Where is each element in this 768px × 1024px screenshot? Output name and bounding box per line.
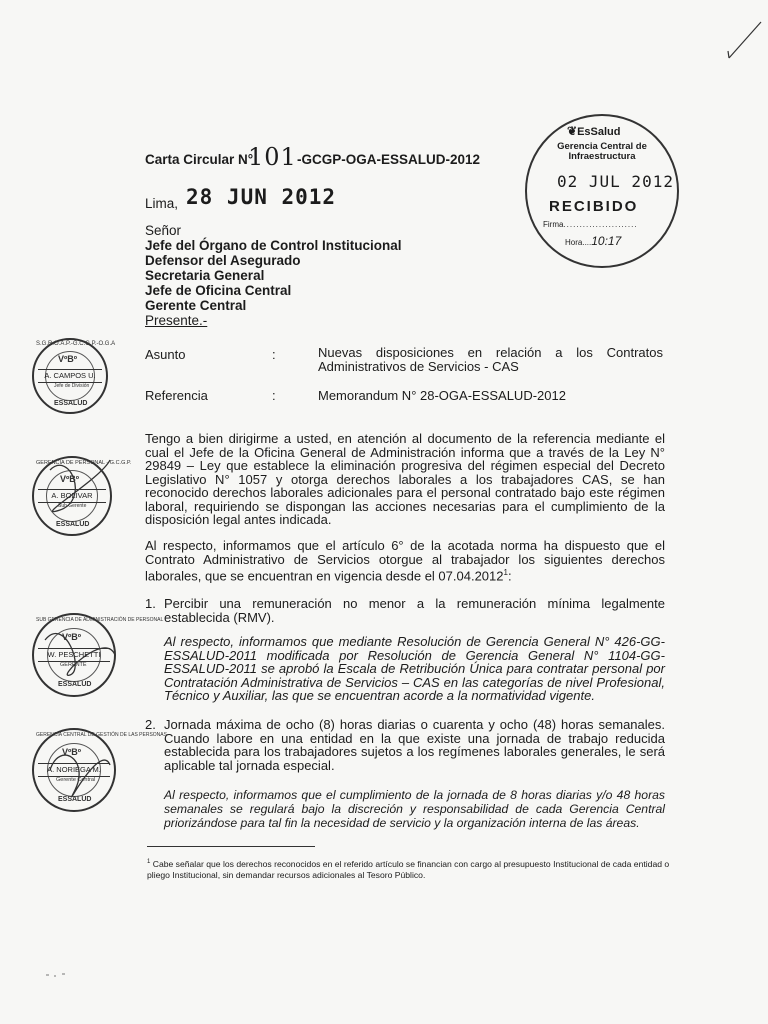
para2-end: :	[507, 568, 512, 584]
essalud-logo	[567, 124, 620, 138]
item-2-note: Al respecto, informamos que el cumplimiento de la jornada de 8 horas diarias y/o 48 horas semanales se regulará bajo la discreción y responsabilidad de cada Gerencia Central priorizándose para tal fin la necesidad de servicio y la organización interna de las áreas.	[164, 788, 665, 830]
referencia-value: Memorandum N° 28-OGA-ESSALUD-2012	[318, 388, 566, 403]
seal-4-ring: GERENCIA CENTRAL DE GESTIÓN DE LAS PERSONAS	[36, 732, 167, 738]
seal-4-vb: VºBº	[62, 747, 82, 757]
place-label: Lima,	[145, 196, 179, 211]
item-1-text: Percibir una remuneración no menor a la remuneración mínima legalmente establecida (RMV).	[164, 596, 665, 625]
footnote-ref: 1	[503, 568, 508, 577]
seal-1-bottom: ESSALUD	[54, 400, 88, 407]
item-2-number: 2.	[145, 717, 156, 732]
seal-4-bottom: ESSALUD	[58, 796, 92, 803]
item-2-text: Jornada máxima de ocho (8) horas diarias o cuarenta y ocho (48) horas semanales. Cuando labore en una entidad en la que existe una jornada de trabajo reducida establecida para los trabajadores sujetos a los regímenes laborales generales, le será aplicable tal jornada especial.	[164, 717, 665, 773]
asunto-line-2: Administrativos de Servicios - CAS	[318, 359, 519, 374]
seal-1-ring: S.G.R.O.A.P.-G.C.G.P.-O.G.A	[36, 341, 116, 347]
seal-4-role: Gerente Central	[56, 777, 96, 783]
logo-text: EsSalud	[577, 126, 621, 138]
asunto-label: Asunto	[145, 347, 186, 362]
received-stamp	[525, 114, 679, 268]
salutation: Señor	[145, 223, 182, 238]
seal-3-role: GERENTE	[60, 662, 87, 668]
footnote-number: 1	[147, 859, 151, 865]
stamp-recibido: RECIBIDO	[549, 198, 639, 215]
scan-marks	[44, 970, 74, 980]
stamp-hora: Hora....10:17	[565, 234, 622, 248]
stamp-date: 02 JUL 2012	[557, 172, 674, 191]
stamp-office-line-2: Infraestructura	[568, 151, 636, 162]
signature-scribble	[30, 440, 132, 540]
footnote-text: Cabe señalar que los derechos reconocidos en el referido artículo se financian con cargo al presupuesto Institucional de cada entidad o pliego Institucional, sin demandar recursos adicionales al Tesoro Público.	[147, 858, 670, 880]
seal-1-role: Jefe de División	[54, 383, 90, 389]
referencia-colon: :	[272, 388, 276, 403]
date-stamp: 28 JUN 2012	[186, 185, 337, 209]
recipients-block	[145, 223, 402, 328]
stamp-office-line-1: Gerencia Central de	[557, 141, 647, 152]
seal-2-bottom: ESSALUD	[56, 521, 90, 528]
presente-line: Presente.-	[145, 313, 208, 328]
stamp-firma: Firma.......................	[543, 220, 638, 229]
body-paragraph-2	[145, 539, 665, 583]
carta-label: Carta Circular N°	[145, 152, 254, 167]
recipient-line: Secretaria General	[145, 268, 265, 283]
seal-3-vb: VºBº	[62, 632, 82, 642]
hora-value: 10:17	[591, 234, 622, 248]
body-paragraph-1: Tengo a bien dirigirme a usted, en atención al documento de la referencia mediante el cual el Jefe de la Oficina General de Administración informa que a través de la Ley N° 29849 – Ley que establece la eliminación progresiva del régimen especial del Decreto Legislativo N° 1057 y otorga derechos laborales a los trabajadores CAS, se han reconocido derechos laborales adicionales para el personal contratado bajo este régimen laboral, requiriendo se dispongan las acciones necesarias para el cumplimiento de la disposición legal antes indicada.	[145, 431, 665, 527]
carta-suffix: -GCGP-OGA-ESSALUD-2012	[297, 152, 481, 167]
asunto-line-1: Nuevas disposiciones en relación a los Contratos	[318, 345, 663, 360]
asunto-colon: :	[272, 347, 276, 362]
stamp-office	[541, 142, 663, 162]
seal-2-role: Sub Gerente	[58, 503, 87, 509]
seal-2-name: A. BOLIVAR	[38, 489, 106, 503]
recipient-line: Jefe de Oficina Central	[145, 283, 292, 298]
seal-4-name: A. NORIEGA M.	[38, 763, 110, 777]
asunto-value	[318, 346, 663, 374]
referencia-label: Referencia	[145, 388, 208, 403]
logo-icon: ❦	[567, 124, 578, 138]
hora-label: Hora	[565, 238, 583, 247]
footnote	[147, 857, 672, 881]
para2-text: Al respecto, informamos que el artículo 6° de la acotada norma ha dispuesto que el Contrato Administrativo de Servicios otorgue al trabajador los siguientes derechos laborales, que se encuentran en vigencia desde el 07.04.2012	[145, 538, 665, 584]
seal-1-vb: VºBº	[58, 354, 78, 364]
seal-3-bottom: ESSALUD	[58, 681, 92, 688]
seal-2-ring: GERENCIA DE PERSONAL - G.C.G.P.	[36, 460, 132, 466]
seal-1	[32, 338, 116, 414]
signature-scribble	[30, 600, 164, 700]
signature-scribble	[30, 720, 167, 820]
recipient-line: Defensor del Asegurado	[145, 253, 301, 268]
seal-2-vb: VºBº	[60, 474, 80, 484]
checkmark-mark	[725, 18, 765, 63]
recipient-line: Jefe del Órgano de Control Institucional	[145, 238, 402, 253]
seal-3-ring: SUB GERENCIA DE ADMINISTRACIÓN DE PERSONAL	[36, 617, 164, 623]
footnote-divider	[147, 846, 315, 847]
seal-3-name: W. PESCHETTI	[38, 648, 110, 662]
seal-1-name: A. CAMPOS U.	[38, 369, 102, 383]
item-1-number: 1.	[145, 596, 156, 611]
carta-number: 101	[248, 143, 297, 171]
firma-label: Firma	[543, 220, 564, 229]
item-1-note: Al respecto, informamos que mediante Resolución de Gerencia General N° 426-GG-ESSALUD-2011 modificada por Resolución de Gerencia General N° 1104-GG-ESSALUD-2011 se aprobó la Escala de Retribución Única para contratar personal por Contratación Administrativa de Servicios – CAS en las categorías de nivel Profesional, Técnico y Auxiliar, las que se encuentran acorde a la normatividad vigente.	[164, 634, 665, 703]
recipient-line: Gerente Central	[145, 298, 247, 313]
